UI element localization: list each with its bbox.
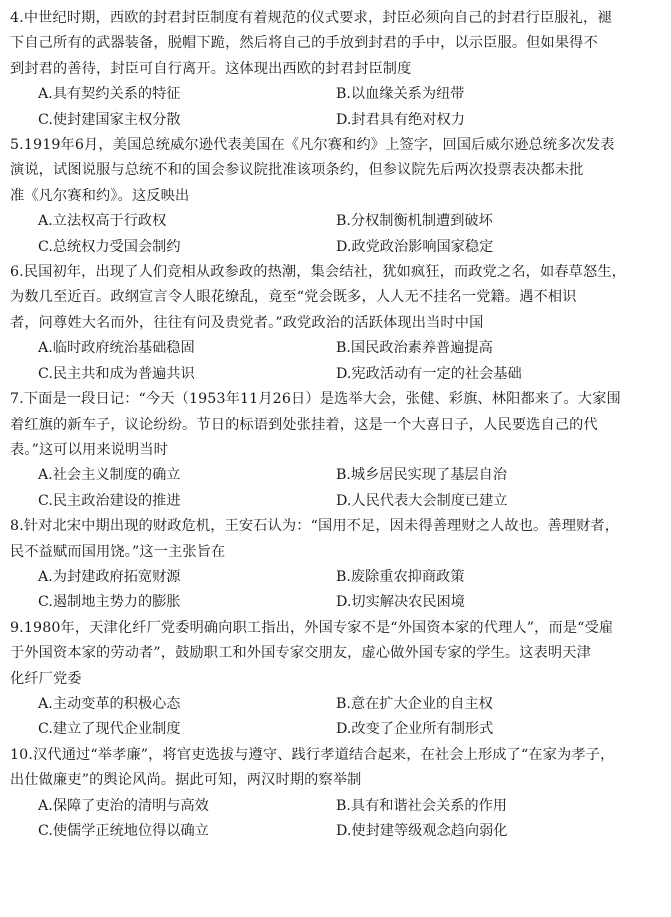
- question-stem-line: 6.民国初年，出现了人们竞相从政参政的热潮，集会结社，犹如疯狂，而政党之名，如春草怒生，: [10, 264, 627, 281]
- question-stem-line: 表。”这可以用来说明当时: [10, 441, 169, 458]
- answer-options: [10, 209, 661, 260]
- question-10: [10, 743, 661, 845]
- option-c[interactable]: C.民主政治建设的推进: [38, 492, 181, 509]
- option-a[interactable]: A.为封建政府拓宽财源: [38, 568, 181, 585]
- option-b[interactable]: B.废除重农抑商政策: [336, 568, 465, 585]
- question-stem-line: 演说，试图说服与总统不和的国会参议院批准该项条约，但参议院先后两次投票表决都未批: [10, 162, 584, 179]
- question-stem-line: 下自己所有的武器装备，脱帽下跪，然后将自己的手放到封君的手中，以示臣服。但如果得不: [10, 35, 598, 52]
- question-stem-line: 准《凡尔赛和约》。这反映出: [10, 187, 190, 204]
- question-stem-line: 民不益赋而国用饶。”这一主张旨在: [10, 543, 226, 560]
- option-a[interactable]: A.保障了吏治的清明与高效: [38, 797, 209, 814]
- question-9: [10, 616, 661, 743]
- option-b[interactable]: B.以血缘关系为纽带: [336, 86, 465, 103]
- option-d[interactable]: D.封君具有绝对权力: [336, 111, 465, 128]
- option-b[interactable]: B.分权制衡机制遭到破坏: [336, 213, 493, 230]
- option-b[interactable]: B.国民政治素养普遍提高: [336, 340, 493, 357]
- option-c[interactable]: C.使儒学正统地位得以确立: [38, 823, 209, 839]
- question-stem-line: 于外国资本家的劳动者”，鼓励职工和外国专家交朋友，虚心做外国专家的学生。这表明天津: [10, 645, 591, 662]
- option-a[interactable]: A.临时政府统治基础稳固: [38, 340, 195, 357]
- option-a[interactable]: A.具有契约关系的特征: [38, 86, 181, 103]
- option-a[interactable]: A.立法权高于行政权: [38, 213, 167, 230]
- question-stem-line: 5.1919年6月，美国总统威尔逊代表美国在《凡尔赛和约》上签字，回国后威尔逊总统多次发表: [10, 137, 615, 154]
- option-b[interactable]: B.意在扩大企业的自主权: [336, 695, 493, 712]
- option-c[interactable]: C.遏制地主势力的膨胀: [38, 594, 181, 611]
- option-b[interactable]: B.城乡居民实现了基层自治: [336, 467, 507, 484]
- question-stem-line: 10.汉代通过“举孝廉”，将官吏选拔与遵守、践行孝道结合起来，在社会上形成了“在家为孝子，: [10, 746, 615, 763]
- option-d[interactable]: D.改变了企业所有制形式: [336, 721, 494, 738]
- option-d[interactable]: D.宪政活动有一定的社会基础: [336, 365, 522, 382]
- question-4: [10, 6, 661, 133]
- question-7: [10, 387, 661, 514]
- option-a[interactable]: A.社会主义制度的确立: [38, 467, 181, 484]
- option-a[interactable]: A.主动变革的积极心态: [38, 695, 181, 712]
- answer-options: [10, 692, 661, 743]
- option-c[interactable]: C.使封建国家主权分散: [38, 111, 181, 128]
- question-8: [10, 514, 661, 616]
- option-b[interactable]: B.具有和谐社会关系的作用: [336, 797, 507, 814]
- question-stem-line: 7.下面是一段日记：“今天（1953年11月26日）是选举大会，张健、彩旗、林阳都来了。大家围: [10, 391, 621, 408]
- answer-options: [10, 463, 661, 514]
- question-stem-line: 化纤厂党委: [10, 670, 82, 687]
- answer-options: [10, 336, 661, 387]
- option-c[interactable]: C.建立了现代企业制度: [38, 721, 181, 738]
- option-d[interactable]: D.使封建等级观念趋向弱化: [336, 823, 508, 839]
- option-d[interactable]: D.切实解决农民困境: [336, 594, 465, 611]
- option-c[interactable]: C.民主共和成为普遍共识: [38, 365, 195, 382]
- question-stem-line: 9.1980年，天津化纤厂党委明确向职工指出，外国专家不是“外国资本家的代理人”，而是“受雇: [10, 619, 614, 636]
- answer-options: [10, 794, 661, 845]
- question-5: [10, 133, 661, 260]
- question-stem-line: 8.针对北宋中期出现的财政危机，王安石认为：“国用不足，因未得善理财之人故也。善理财者，: [10, 518, 620, 535]
- question-stem-line: 为数几至近百。政纲宣言令人眼花缭乱，竟至“党会既多，人人无不挂名一党籍。遇不相识: [10, 289, 577, 306]
- question-stem-line: 4.中世纪时期，西欧的封君封臣制度有着规范的仪式要求，封臣必须向自己的封君行臣服礼，褪: [10, 10, 612, 26]
- option-d[interactable]: D.人民代表大会制度已建立: [336, 492, 508, 509]
- option-c[interactable]: C.总统权力受国会制约: [38, 238, 181, 255]
- question-stem-line: 者，问尊姓大名而外，往往有问及贵党者。”政党政治的活跃体现出当时中国: [10, 314, 484, 331]
- question-6: [10, 260, 661, 387]
- question-stem-line: 着红旗的新车子，议论纷纷。节日的标语到处张挂着，这是一个大喜日子，人民要选自己的代: [10, 416, 598, 433]
- option-d[interactable]: D.政党政治影响国家稳定: [336, 238, 494, 255]
- question-stem-line: 到封君的善待，封臣可自行离开。这体现出西欧的封君封臣制度: [10, 60, 412, 77]
- question-stem-line: 出仕做廉吏”的舆论风尚。据此可知，两汉时期的察举制: [10, 772, 362, 789]
- answer-options: [10, 82, 661, 133]
- answer-options: [10, 565, 661, 616]
